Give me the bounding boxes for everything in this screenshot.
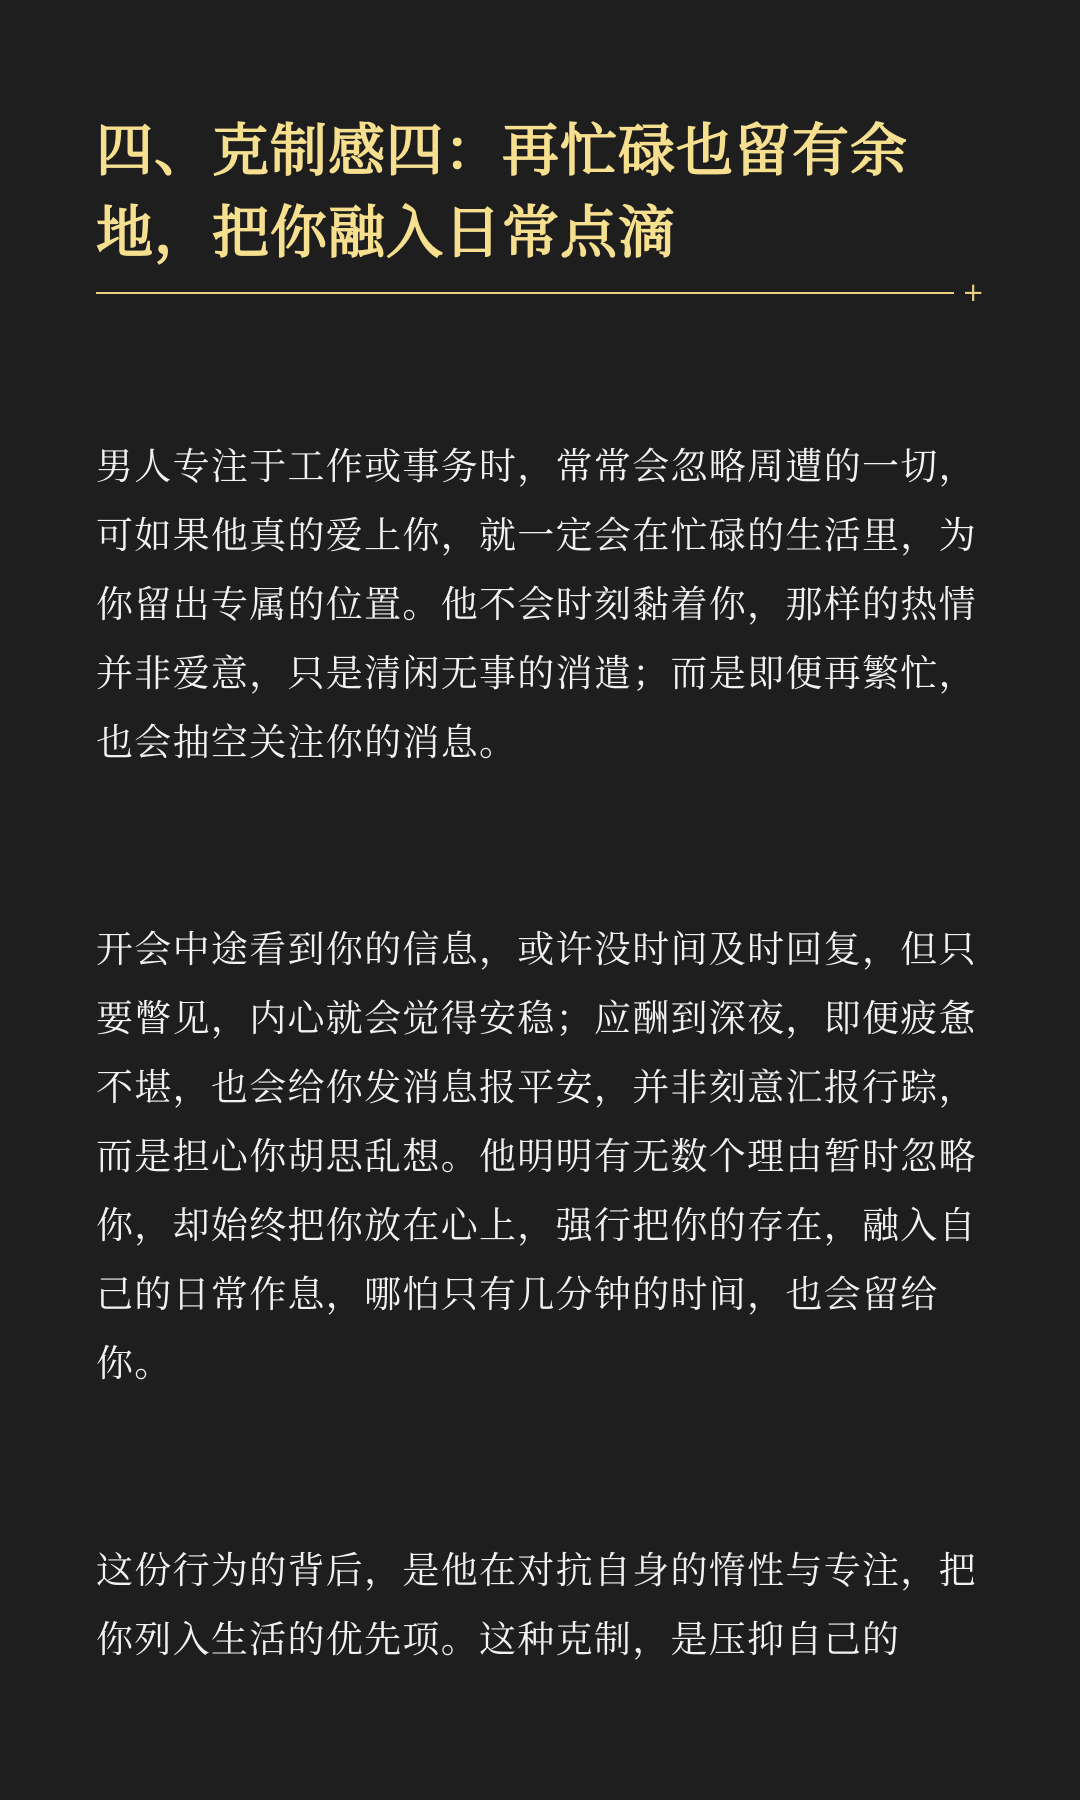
article-heading: 四、克制感四：再忙碌也留有余地，把你融入日常点滴 <box>96 118 908 266</box>
divider-line <box>96 292 954 294</box>
plus-icon: + <box>962 278 984 308</box>
heading-divider <box>96 278 984 308</box>
paragraph-3: 这份行为的背后，是他在对抗自身的惰性与专注，把你列入生活的优先项。这种克制，是压抑自己的 <box>96 1549 977 1661</box>
paragraph-1: 男人专注于工作或事务时，常常会忽略周遭的一切，可如果他真的爱上你，就一定会在忙碌的生活里，为你留出专属的位置。他不会时刻黏着你，那样的热情并非爱意，只是清闲无事的消遣；而是即便再繁忙，也会抽空关注你的消息。 <box>96 445 977 764</box>
paragraph-2: 开会中途看到你的信息，或许没时间及时回复，但只要瞥见，内心就会觉得安稳；应酬到深夜，即便疲惫不堪，也会给你发消息报平安，并非刻意汇报行踪，而是担心你胡思乱想。他明明有无数个理由暂时忽略你，却始终把你放在心上，强行把你的存在，融入自己的日常作息，哪怕只有几分钟的时间，也会留给你。 <box>96 928 977 1385</box>
article <box>96 110 986 1674</box>
